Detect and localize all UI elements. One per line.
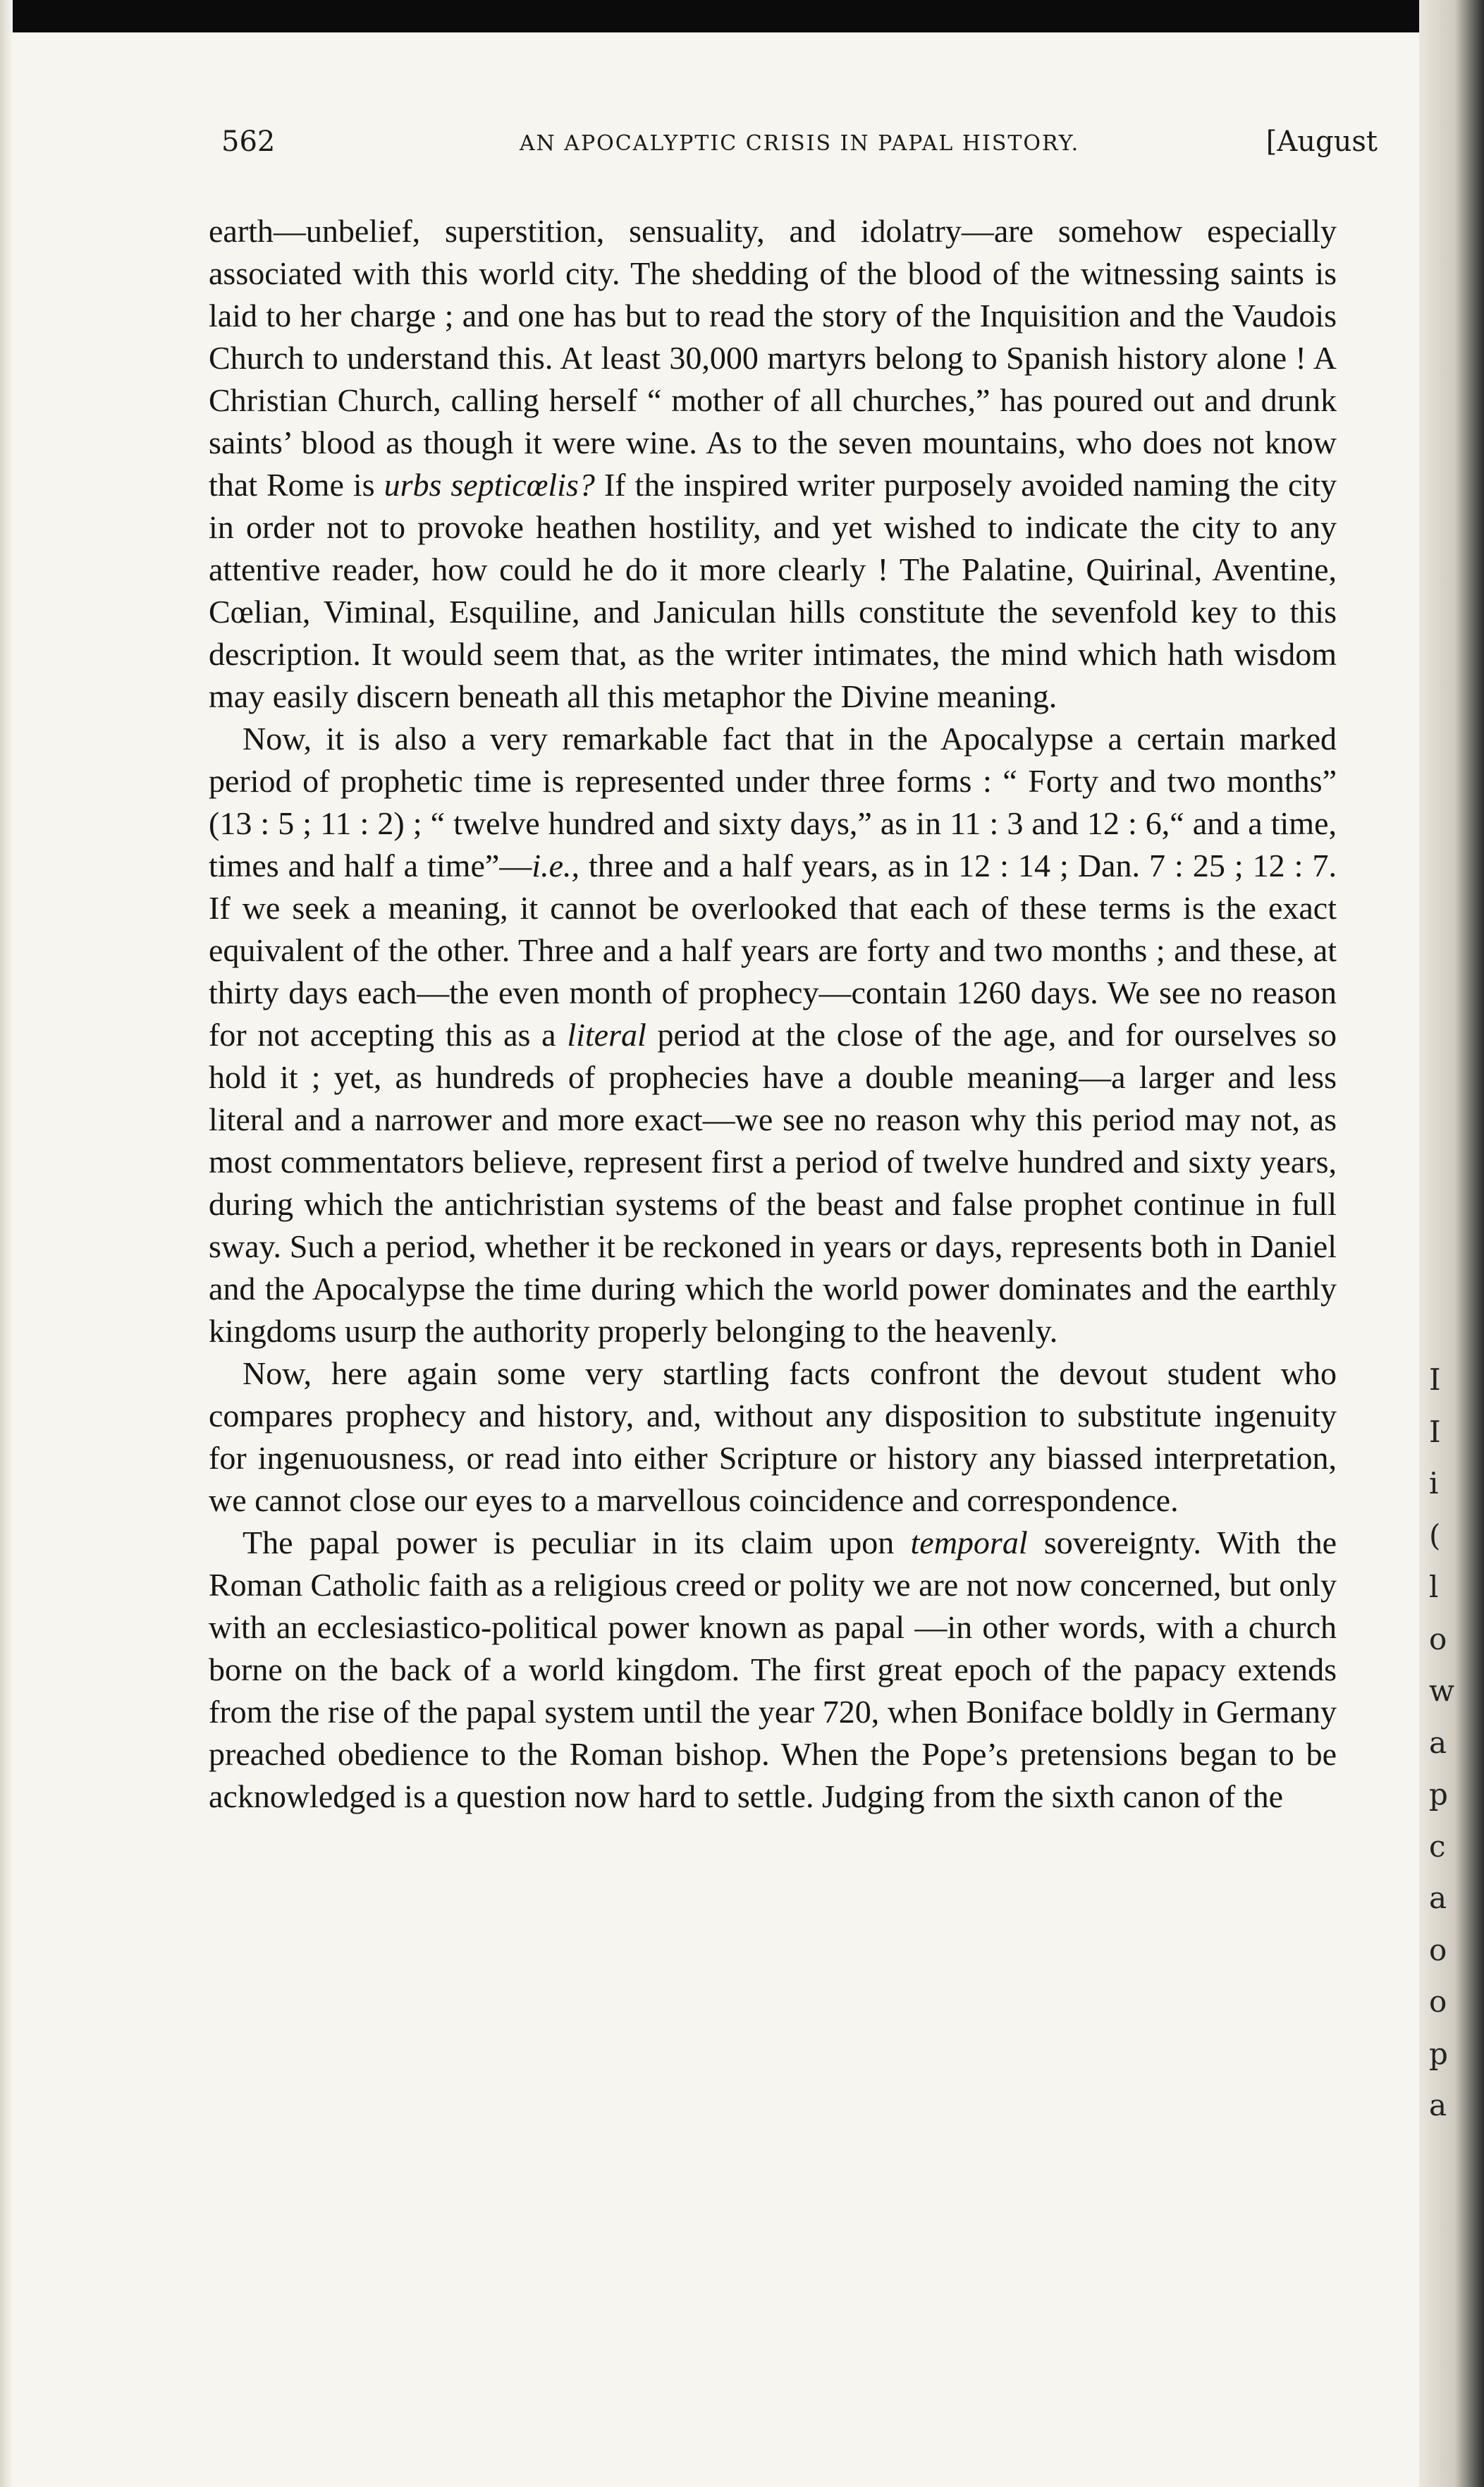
margin-mark: o: [1429, 1621, 1447, 1656]
margin-mark: a: [1429, 1725, 1447, 1760]
paragraph-2: [209, 718, 1337, 1352]
margin-mark: I: [1429, 1414, 1441, 1449]
margin-mark: a: [1429, 2088, 1447, 2122]
paragraph-4: [209, 1522, 1337, 1818]
margin-mark: o: [1429, 1932, 1447, 1967]
text-run: If the inspired writer purposely avoided naming the city in order not to provoke heathen hostility, and yet wished to indicate the city to any attentive reader, how could he do it more clearly ! The Palatine, Quirinal, Aventine, Cœlian, Viminal, Esquiline, and Janiculan hills constitute the sevenfold key to this description. It would seem that, as the writer intimates, the mind which hath wisdom may easily discern beneath all this metaphor the Divine meaning.: [209, 467, 1337, 714]
running-month: [August: [1265, 126, 1378, 158]
running-head: [221, 126, 1378, 175]
margin-mark: p: [1429, 2036, 1448, 2071]
margin-mark: l: [1429, 1570, 1439, 1604]
scan-top-border: [0, 0, 1484, 32]
margin-mark: (: [1429, 1517, 1441, 1553]
running-title: AN APOCALYPTIC CRISIS IN PAPAL HISTORY.: [519, 131, 1080, 156]
margin-mark: p: [1429, 1777, 1448, 1811]
text-run: Now, here again some very startling facts confront the devout student who compares prophecy and history, and, without any disposition to substitute ingenuity for ingenuousness, or read into either Scripture or history any biassed interpretation, we cannot close our eyes to a marvellous coincidence and correspondence.: [209, 1355, 1337, 1518]
text-run: earth—unbelief, superstition, sensuality, and idolatry—are somehow especially associated with this world city. The shedding of the blood of the witnessing saints is laid to her charge ; and one has but to read the story of the Inquisition and the Vaudois Church to understand this. At least 30,000 martyrs belong to Spanish history alone ! A Christian Church, calling herself “ mother of all churches,” has poured out and drunk saints’ blood as though it were wine. As to the seven mountains, who does not know that Rome is: [209, 213, 1337, 503]
text-run: Now, it is also a very remarkable fact that in the Apocalypse a certain marked period of prophetic time is represented under three forms : “ Forty and two months” (13 : 5 ; 11 : 2) ; “ twelve hundred and sixty days,” as in 11 : 3 and 12 : 6,“ and a time, times and half a time”—: [209, 721, 1337, 884]
margin-mark: o: [1429, 1984, 1447, 2019]
page-number: 562: [221, 126, 276, 158]
margin-mark: I: [1429, 1362, 1441, 1397]
margin-mark: w: [1429, 1673, 1454, 1708]
margin-mark: a: [1429, 1881, 1447, 1915]
italic-run: temporal: [910, 1524, 1028, 1560]
page-left-shadow: [0, 0, 13, 2487]
text-run: period at the close of the age, and for ourselves so hold it ; yet, as hundreds of prophecies have a double meaning—a larger and less literal and a narrower and more exact—we see no reason why this period may not, as most commentators believe, represent first a period of twelve hundred and sixty years, during which the antichristian systems of the beast and false prophet continue in full sway. Such a period, whether it be reckoned in years or days, represents both in Daniel and the Apocalypse the time during which the world power dominates and the earthly kingdoms usurp the authority properly belonging to the heavenly.: [209, 1017, 1337, 1349]
italic-run: urbs septicœlis?: [384, 467, 595, 503]
paragraph-3: [209, 1352, 1337, 1522]
facing-page-fragments: [1429, 1354, 1478, 2132]
text-run: three and a half years, as in 12 : 14 ; Dan. 7 : 25 ; 12 : 7. If we seek a meaning, it cannot be overlooked that each of these terms is the exact equivalent of the other. Three and a half years are forty and two months ; and these, at thirty days each—the even month of prophecy—contain 1260 days. We see no reason for not accepting this as a: [209, 848, 1337, 1053]
text-run: The papal power is peculiar in its claim upon: [243, 1524, 911, 1560]
margin-mark: c: [1429, 1828, 1446, 1864]
paragraph-1: [209, 210, 1337, 718]
margin-mark: i: [1429, 1466, 1439, 1501]
text-run: sovereignty. With the Roman Catholic faith as a religious creed or polity we are not now concerned, but only with an ecclesiastico-political power known as papal —in other words, with a church borne on the back of a world kingdom. The first great epoch of the papacy extends from the rise of the papal system until the year 720, when Boniface boldly in Germany preached obedience to the Roman bishop. When the Pope’s pretensions began to be acknowledged is a question now hard to settle. Judging from the sixth canon of the: [209, 1524, 1337, 1814]
article-body: [209, 210, 1337, 1818]
italic-run: i.e.,: [532, 848, 580, 884]
italic-run: literal: [567, 1017, 646, 1053]
